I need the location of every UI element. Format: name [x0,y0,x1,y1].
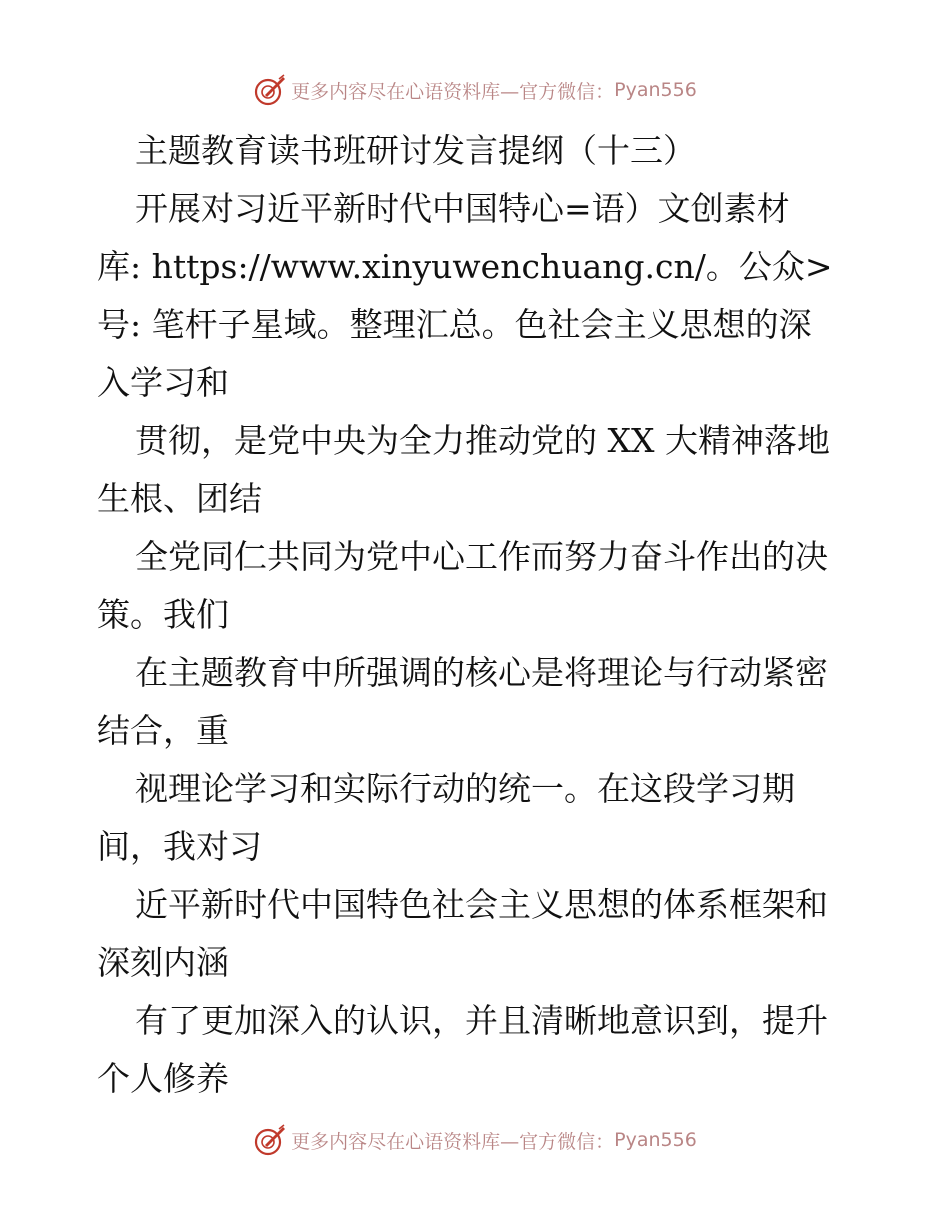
text-line: 个人修养 [97,1059,229,1098]
text-line: 入学习和 [97,363,229,402]
quill-logo-icon [253,1123,287,1157]
text-line: 在主题教育中所强调的核心是将理论与行动紧密 [135,653,828,692]
text-line: 全党同仁共同为党中心工作而努力奋斗作出的决 [135,537,828,576]
text-line: 有了更加深入的认识，并且清晰地意识到，提升 [135,1001,828,1040]
text-line: 深刻内涵 [97,943,229,982]
text-line: 策。我们 [97,595,229,634]
text-line: 结合，重 [97,711,229,750]
text-line: 视理论学习和实际行动的统一。在这段学习期 [135,769,795,808]
quill-logo-icon [253,73,287,107]
banner-slogan: 更多内容尽在心语资料库—官方微信： [291,1130,615,1153]
text-line: 库: https://www.xinyuwenchuang.cn/。公众> [97,247,833,286]
banner-slogan: 更多内容尽在心语资料库—官方微信： [291,80,615,103]
text-line: 贯彻，是党中央为全力推动党的 XX 大精神落地 [135,421,830,460]
text-line: 近平新时代中国特色社会主义思想的体系框架和 [135,885,828,924]
text-line: 开展对习近平新时代中国特心=语）文创素材 [135,189,790,228]
text-line: 生根、团结 [97,479,262,518]
banner-wechat-id: Pyan556 [614,79,697,101]
header-banner [0,70,950,110]
text-line: 主题教育读书班研讨发言提纲（十三） [135,131,696,170]
banner-wechat-id: Pyan556 [614,1129,697,1151]
text-line: 号: 笔杆子星域。整理汇总。色社会主义思想的深 [97,305,812,344]
text-line: 间，我对习 [97,827,262,866]
footer-banner [0,1120,950,1160]
document-body [97,122,857,1108]
